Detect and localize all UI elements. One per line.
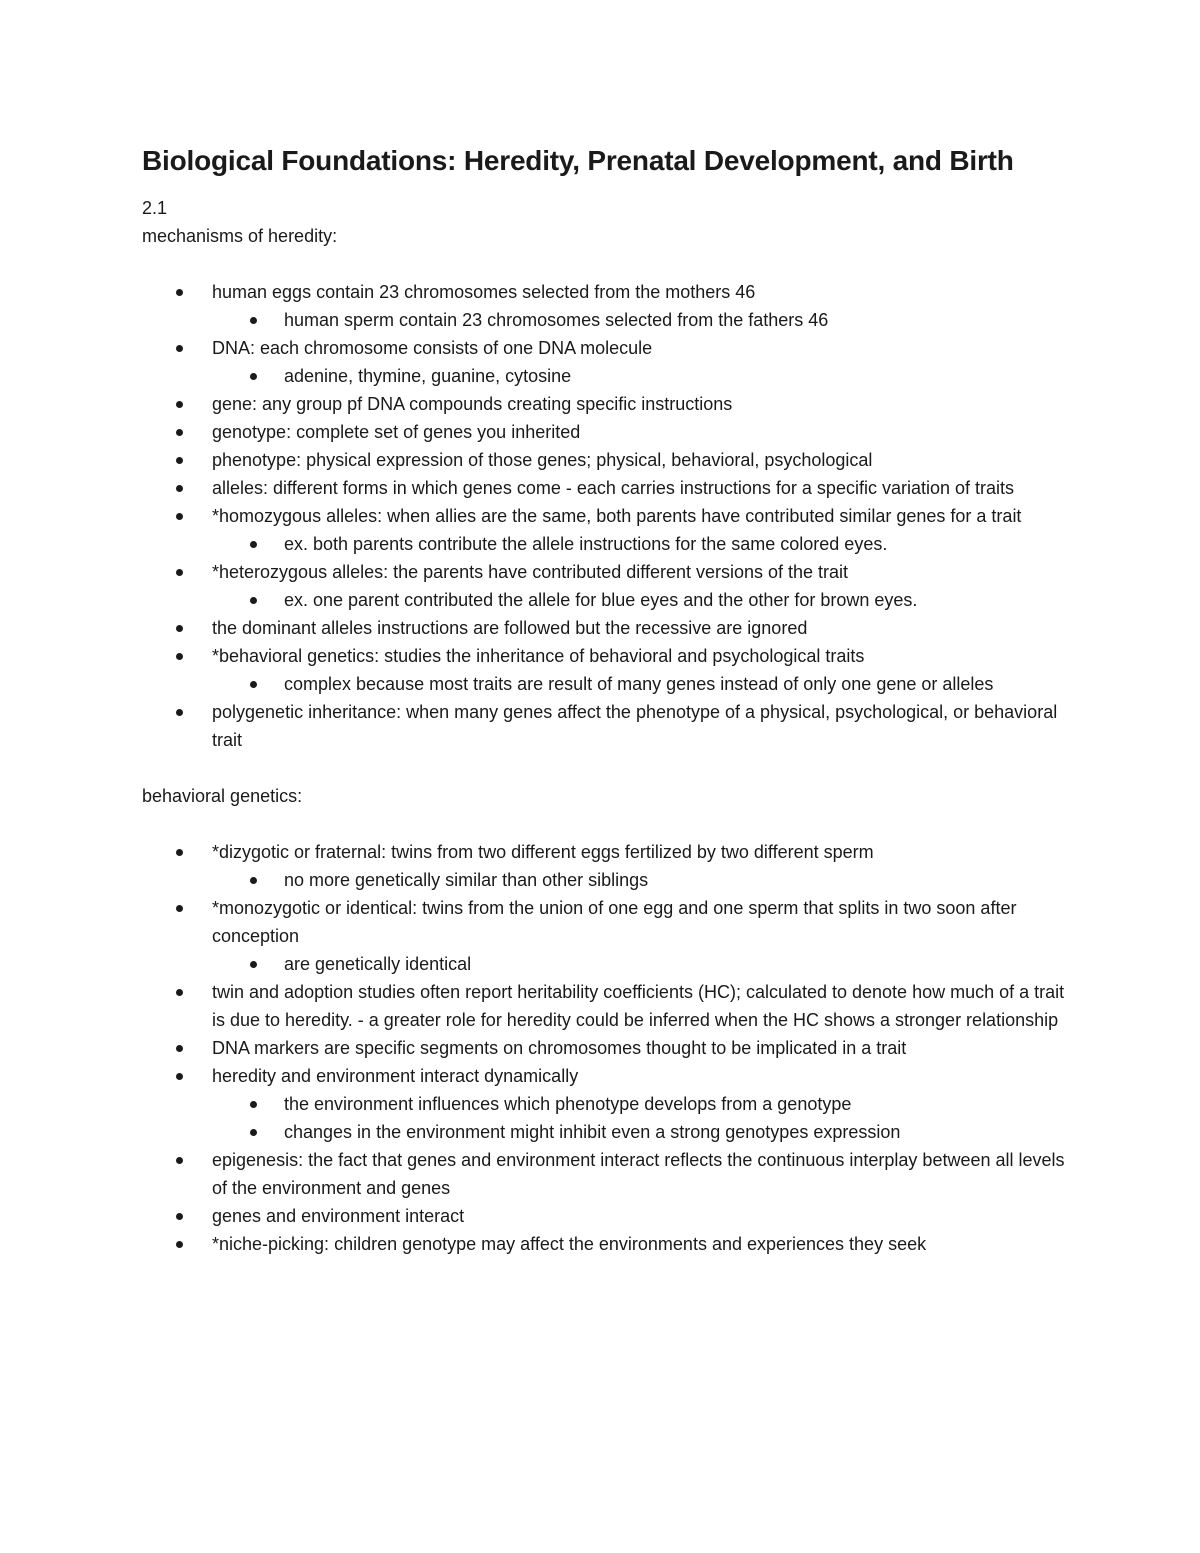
list-item-text: DNA: each chromosome consists of one DNA molecule	[212, 338, 653, 358]
sub-list-item	[212, 362, 1072, 390]
sub-list-item-text: complex because most traits are result of many genes instead of only one gene or alleles	[284, 674, 994, 694]
sub-list-item	[212, 1118, 1072, 1146]
bullet-icon	[176, 429, 183, 436]
bullet-list-behavioral-genetics	[142, 838, 1072, 1258]
list-item	[142, 1062, 1072, 1146]
list-item	[142, 1034, 1072, 1062]
bullet-icon	[176, 905, 183, 912]
list-item-text: phenotype: physical expression of those genes; physical, behavioral, psychological	[212, 450, 873, 470]
sub-list	[212, 950, 1072, 978]
bullet-icon	[250, 541, 257, 548]
sub-list-item-text: no more genetically similar than other siblings	[284, 870, 649, 890]
list-item	[142, 334, 1072, 390]
bullet-icon	[176, 1157, 183, 1164]
list-item-text: genes and environment interact	[212, 1206, 465, 1226]
list-item-text: *homozygous alleles: when allies are the same, both parents have contributed similar genes for a trait	[212, 506, 1022, 526]
list-item-text: DNA markers are specific segments on chromosomes thought to be implicated in a trait	[212, 1038, 907, 1058]
list-item	[142, 978, 1072, 1034]
list-item	[142, 894, 1072, 978]
bullet-icon	[250, 1129, 257, 1136]
bullet-icon	[176, 457, 183, 464]
list-item-text: *dizygotic or fraternal: twins from two different eggs fertilized by two different sperm	[212, 842, 874, 862]
sub-list	[212, 1090, 1072, 1146]
sub-list-item	[212, 586, 1072, 614]
bullet-icon	[176, 653, 183, 660]
list-item	[142, 558, 1072, 614]
bullet-icon	[176, 849, 183, 856]
list-item-text: human eggs contain 23 chromosomes selected from the mothers 46	[212, 282, 756, 302]
list-item	[142, 446, 1072, 474]
bullet-list-mechanisms	[142, 278, 1072, 754]
sub-list-item-text: ex. one parent contributed the allele for blue eyes and the other for brown eyes.	[284, 590, 918, 610]
list-item	[142, 838, 1072, 894]
list-item-text: twin and adoption studies often report heritability coefficients (HC); calculated to denote how much of a trait is due to heredity. - a greater role for heredity could be inferred when the HC shows a stronger relationship	[212, 982, 1065, 1030]
bullet-icon	[250, 373, 257, 380]
list-item	[142, 474, 1072, 502]
list-item-text: the dominant alleles instructions are followed but the recessive are ignored	[212, 618, 808, 638]
bullet-icon	[176, 625, 183, 632]
bullet-icon	[176, 345, 183, 352]
section-heading-behavioral-genetics: behavioral genetics:	[142, 786, 303, 806]
bullet-icon	[250, 317, 257, 324]
sub-list	[212, 866, 1072, 894]
sub-list-item-text: the environment influences which phenotype develops from a genotype	[284, 1094, 852, 1114]
bullet-icon	[250, 681, 257, 688]
sub-list-item-text: ex. both parents contribute the allele instructions for the same colored eyes.	[284, 534, 888, 554]
list-item	[142, 1146, 1072, 1202]
list-item-text: *heterozygous alleles: the parents have contributed different versions of the trait	[212, 562, 849, 582]
section-heading-mechanisms: mechanisms of heredity:	[142, 226, 338, 246]
list-item	[142, 1230, 1072, 1258]
bullet-icon	[176, 485, 183, 492]
list-item	[142, 698, 1072, 754]
list-item-text: gene: any group pf DNA compounds creating specific instructions	[212, 394, 733, 414]
sub-list-item-text: changes in the environment might inhibit even a strong genotypes expression	[284, 1122, 901, 1142]
bullet-icon	[176, 569, 183, 576]
list-item-text: *niche-picking: children genotype may affect the environments and experiences they seek	[212, 1234, 927, 1254]
sub-list	[212, 586, 1072, 614]
list-item-text: genotype: complete set of genes you inherited	[212, 422, 581, 442]
sub-list-item-text: adenine, thymine, guanine, cytosine	[284, 366, 572, 386]
sub-list-item-text: human sperm contain 23 chromosomes selected from the fathers 46	[284, 310, 829, 330]
document-title: Biological Foundations: Heredity, Prenatal Development, and Birth	[142, 145, 1014, 176]
bullet-icon	[250, 961, 257, 968]
bullet-icon	[176, 289, 183, 296]
list-item-text: epigenesis: the fact that genes and environment interact reflects the continuous interplay between all levels of the environment and genes	[212, 1150, 1065, 1198]
spacer	[142, 754, 1072, 782]
sub-list-item	[212, 670, 1072, 698]
list-item-text: *behavioral genetics: studies the inheritance of behavioral and psychological traits	[212, 646, 865, 666]
sub-list	[212, 530, 1072, 558]
list-item-text: heredity and environment interact dynamically	[212, 1066, 579, 1086]
bullet-icon	[176, 1045, 183, 1052]
bullet-icon	[176, 989, 183, 996]
sub-list-item	[212, 530, 1072, 558]
document-page	[142, 140, 1072, 1258]
bullet-icon	[176, 513, 183, 520]
bullet-icon	[176, 1241, 183, 1248]
sub-list	[212, 670, 1072, 698]
list-item	[142, 614, 1072, 642]
bullet-icon	[176, 1213, 183, 1220]
list-item-text: alleles: different forms in which genes come - each carries instructions for a specific variation of traits	[212, 478, 1015, 498]
list-item	[142, 642, 1072, 698]
sub-list-item	[212, 306, 1072, 334]
section-number: 2.1	[142, 198, 168, 218]
bullet-icon	[176, 401, 183, 408]
sub-list-item	[212, 950, 1072, 978]
bullet-icon	[250, 877, 257, 884]
list-item	[142, 278, 1072, 334]
sub-list-item	[212, 866, 1072, 894]
bullet-icon	[250, 1101, 257, 1108]
list-item-text: polygenetic inheritance: when many genes affect the phenotype of a physical, psychological, or behavioral trait	[212, 702, 1058, 750]
sub-list	[212, 362, 1072, 390]
bullet-icon	[176, 709, 183, 716]
list-item	[142, 502, 1072, 558]
list-item	[142, 390, 1072, 418]
list-item-text: *monozygotic or identical: twins from the union of one egg and one sperm that splits in two soon after conception	[212, 898, 1017, 946]
list-item	[142, 1202, 1072, 1230]
bullet-icon	[250, 597, 257, 604]
sub-list-item-text: are genetically identical	[284, 954, 472, 974]
list-item	[142, 418, 1072, 446]
sub-list	[212, 306, 1072, 334]
bullet-icon	[176, 1073, 183, 1080]
sub-list-item	[212, 1090, 1072, 1118]
